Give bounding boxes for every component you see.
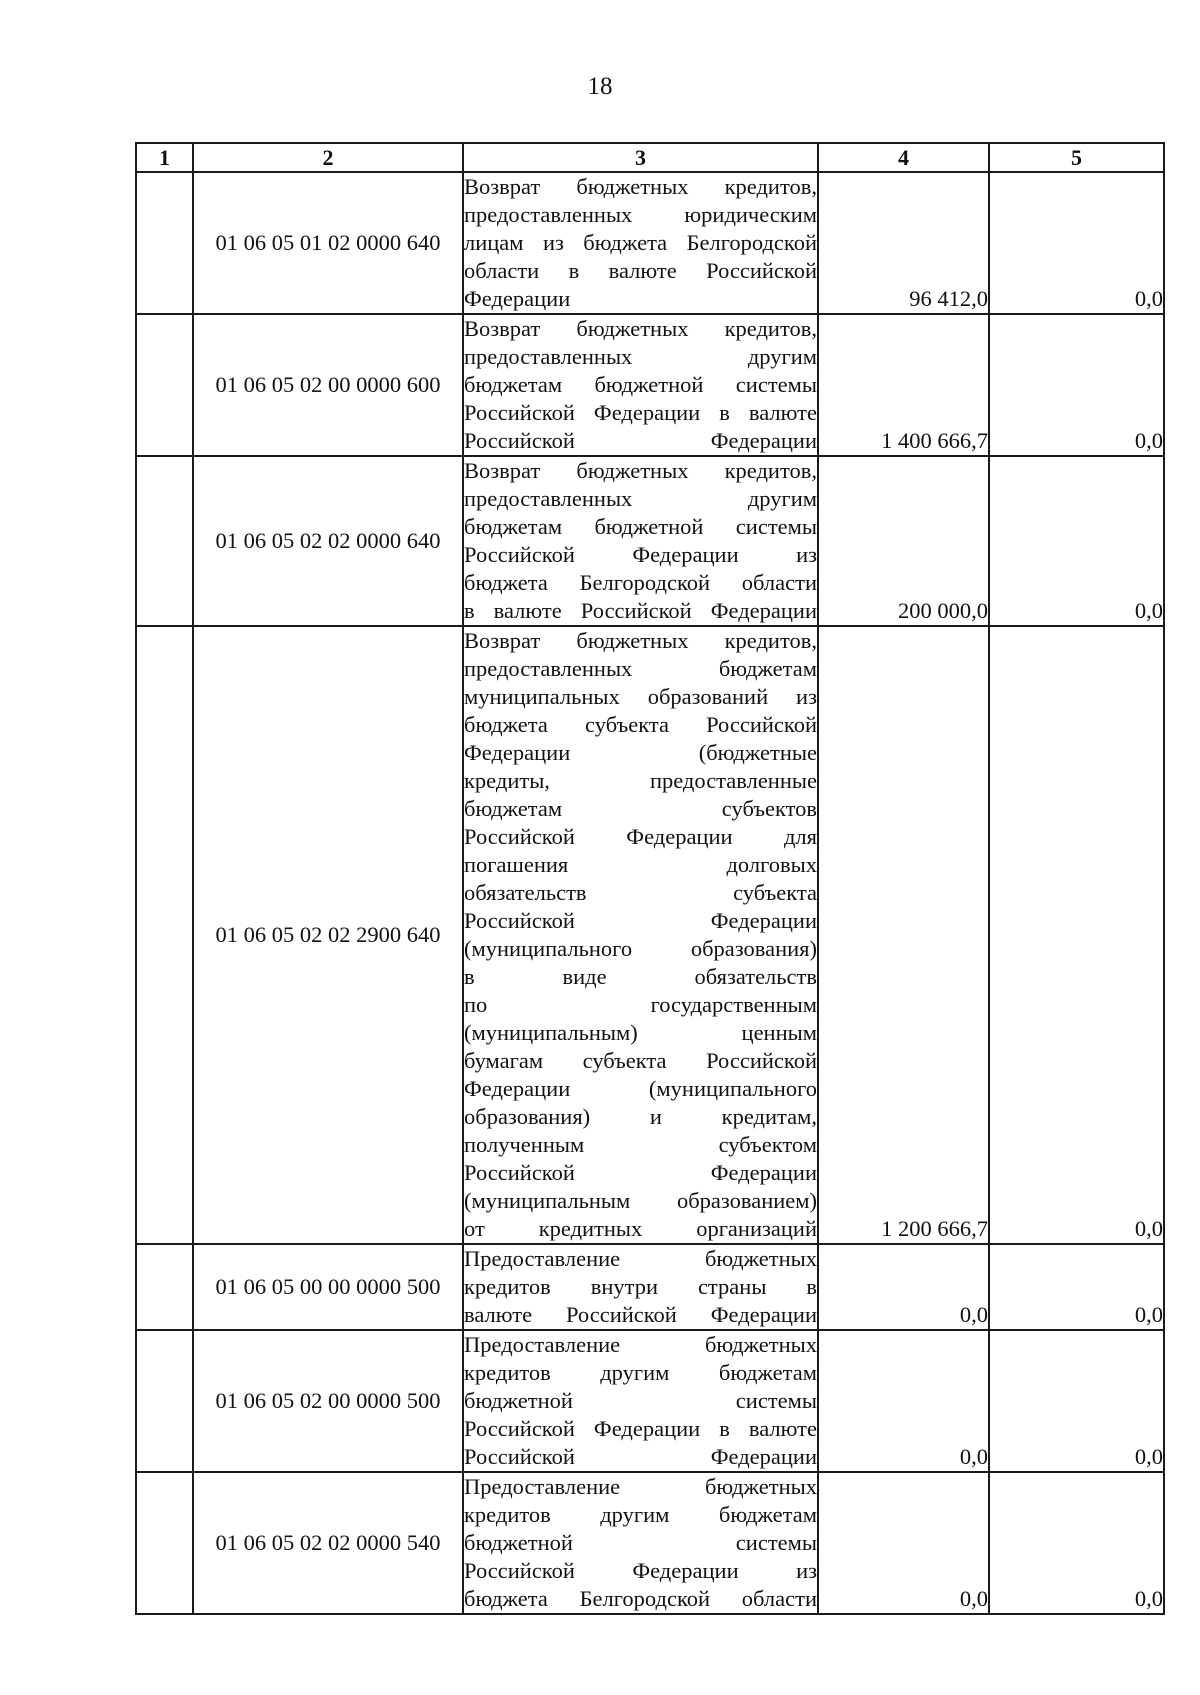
description-line: бюджетам бюджетной системы	[464, 514, 817, 539]
description-line: Российской Федерации для	[464, 824, 817, 849]
description-line: бумагам субъекта Российской	[464, 1048, 817, 1073]
column-header: 3	[463, 143, 818, 172]
table-row	[136, 456, 1164, 626]
description-line: лицам из бюджета Белгородской	[464, 230, 817, 255]
budget-code-cell: 01 06 05 02 02 0000 640	[193, 456, 463, 626]
description-line: валюте Российской Федерации	[464, 1302, 817, 1327]
description-cell	[463, 1244, 818, 1330]
budget-code-cell: 01 06 05 02 00 0000 500	[193, 1330, 463, 1472]
table-row	[136, 172, 1164, 314]
description-cell	[463, 1472, 818, 1614]
amount-column-5-cell: 0,0	[989, 1472, 1164, 1614]
table-row	[136, 626, 1164, 1244]
description-line: Российской Федерации в валюте	[464, 400, 817, 425]
amount-column-5-cell: 0,0	[989, 1244, 1164, 1330]
description-line: предоставленных другим	[464, 344, 817, 369]
amount-column-4-cell: 96 412,0	[818, 172, 989, 314]
description-line: Российской Федерации	[464, 1444, 817, 1469]
amount-column-4-cell: 0,0	[818, 1330, 989, 1472]
description-line: полученным субъектом	[464, 1132, 817, 1157]
budget-sources-table	[135, 142, 1165, 1615]
column-header: 2	[193, 143, 463, 172]
description-line: обязательств субъекта	[464, 880, 817, 905]
amount-column-4-cell: 200 000,0	[818, 456, 989, 626]
row-number-cell	[136, 1472, 193, 1614]
amount-column-4-cell: 0,0	[818, 1472, 989, 1614]
description-line: предоставленных другим	[464, 486, 817, 511]
description-line: бюджета субъекта Российской	[464, 712, 817, 737]
description-cell	[463, 172, 818, 314]
description-line: кредитов другим бюджетам	[464, 1360, 817, 1385]
description-cell	[463, 314, 818, 456]
description-line: кредитов другим бюджетам	[464, 1502, 817, 1527]
description-line: Федерации (муниципального	[464, 1076, 817, 1101]
description-line: Предоставление бюджетных	[464, 1246, 817, 1271]
amount-column-5-cell: 0,0	[989, 172, 1164, 314]
description-line: по государственным	[464, 992, 817, 1017]
budget-code-cell: 01 06 05 00 00 0000 500	[193, 1244, 463, 1330]
description-line: области в валюте Российской	[464, 258, 817, 283]
description-line: Возврат бюджетных кредитов,	[464, 458, 817, 483]
row-number-cell	[136, 172, 193, 314]
column-header: 1	[136, 143, 193, 172]
budget-code-cell: 01 06 05 02 00 0000 600	[193, 314, 463, 456]
table-row	[136, 1244, 1164, 1330]
description-line: Российской Федерации	[464, 428, 817, 453]
description-cell	[463, 1330, 818, 1472]
description-line: бюджета Белгородской области	[464, 570, 817, 595]
description-line: (муниципальным) ценным	[464, 1020, 817, 1045]
amount-column-5-cell: 0,0	[989, 626, 1164, 1244]
amount-column-4-cell: 0,0	[818, 1244, 989, 1330]
row-number-cell	[136, 626, 193, 1244]
description-line: кредиты, предоставленные	[464, 768, 817, 793]
budget-code-cell: 01 06 05 01 02 0000 640	[193, 172, 463, 314]
description-line: Возврат бюджетных кредитов,	[464, 628, 817, 653]
description-line: (муниципального образования)	[464, 936, 817, 961]
description-line: бюджетной системы	[464, 1388, 817, 1413]
row-number-cell	[136, 314, 193, 456]
description-line: муниципальных образований из	[464, 684, 817, 709]
description-line: Российской Федерации из	[464, 1558, 817, 1583]
amount-column-5-cell: 0,0	[989, 456, 1164, 626]
description-line: Возврат бюджетных кредитов,	[464, 316, 817, 341]
description-line: в валюте Российской Федерации	[464, 598, 817, 623]
description-line: Российской Федерации	[464, 908, 817, 933]
table-row	[136, 314, 1164, 456]
row-number-cell	[136, 1330, 193, 1472]
description-line: (муниципальным образованием)	[464, 1188, 817, 1213]
budget-code-cell: 01 06 05 02 02 0000 540	[193, 1472, 463, 1614]
description-line: бюджетам бюджетной системы	[464, 372, 817, 397]
description-line: образования) и кредитам,	[464, 1104, 817, 1129]
table-row	[136, 1330, 1164, 1472]
table-header-row	[136, 143, 1164, 172]
column-header: 5	[989, 143, 1164, 172]
description-line: бюджетной системы	[464, 1530, 817, 1555]
description-line: Федерации	[464, 286, 571, 311]
description-line: Российской Федерации из	[464, 542, 817, 567]
description-line: Возврат бюджетных кредитов,	[464, 174, 817, 199]
description-line: бюджета Белгородской области	[464, 1586, 817, 1611]
amount-column-5-cell: 0,0	[989, 314, 1164, 456]
table-body	[136, 172, 1164, 1614]
description-cell	[463, 456, 818, 626]
table-row	[136, 1472, 1164, 1614]
description-line: бюджетам субъектов	[464, 796, 817, 821]
description-line: предоставленных бюджетам	[464, 656, 817, 681]
description-line: Российской Федерации	[464, 1160, 817, 1185]
description-line: кредитов внутри страны в	[464, 1274, 817, 1299]
description-cell	[463, 626, 818, 1244]
description-line: предоставленных юридическим	[464, 202, 817, 227]
column-header: 4	[818, 143, 989, 172]
amount-column-5-cell: 0,0	[989, 1330, 1164, 1472]
description-line: Предоставление бюджетных	[464, 1474, 817, 1499]
description-line: Предоставление бюджетных	[464, 1332, 817, 1357]
row-number-cell	[136, 456, 193, 626]
description-line: погашения долговых	[464, 852, 817, 877]
description-line: в виде обязательств	[464, 964, 817, 989]
budget-code-cell: 01 06 05 02 02 2900 640	[193, 626, 463, 1244]
amount-column-4-cell: 1 400 666,7	[818, 314, 989, 456]
page-number: 18	[587, 73, 613, 100]
description-line: Российской Федерации в валюте	[464, 1416, 817, 1441]
description-line: Федерации (бюджетные	[464, 740, 817, 765]
row-number-cell	[136, 1244, 193, 1330]
description-line: от кредитных организаций	[464, 1216, 817, 1241]
amount-column-4-cell: 1 200 666,7	[818, 626, 989, 1244]
